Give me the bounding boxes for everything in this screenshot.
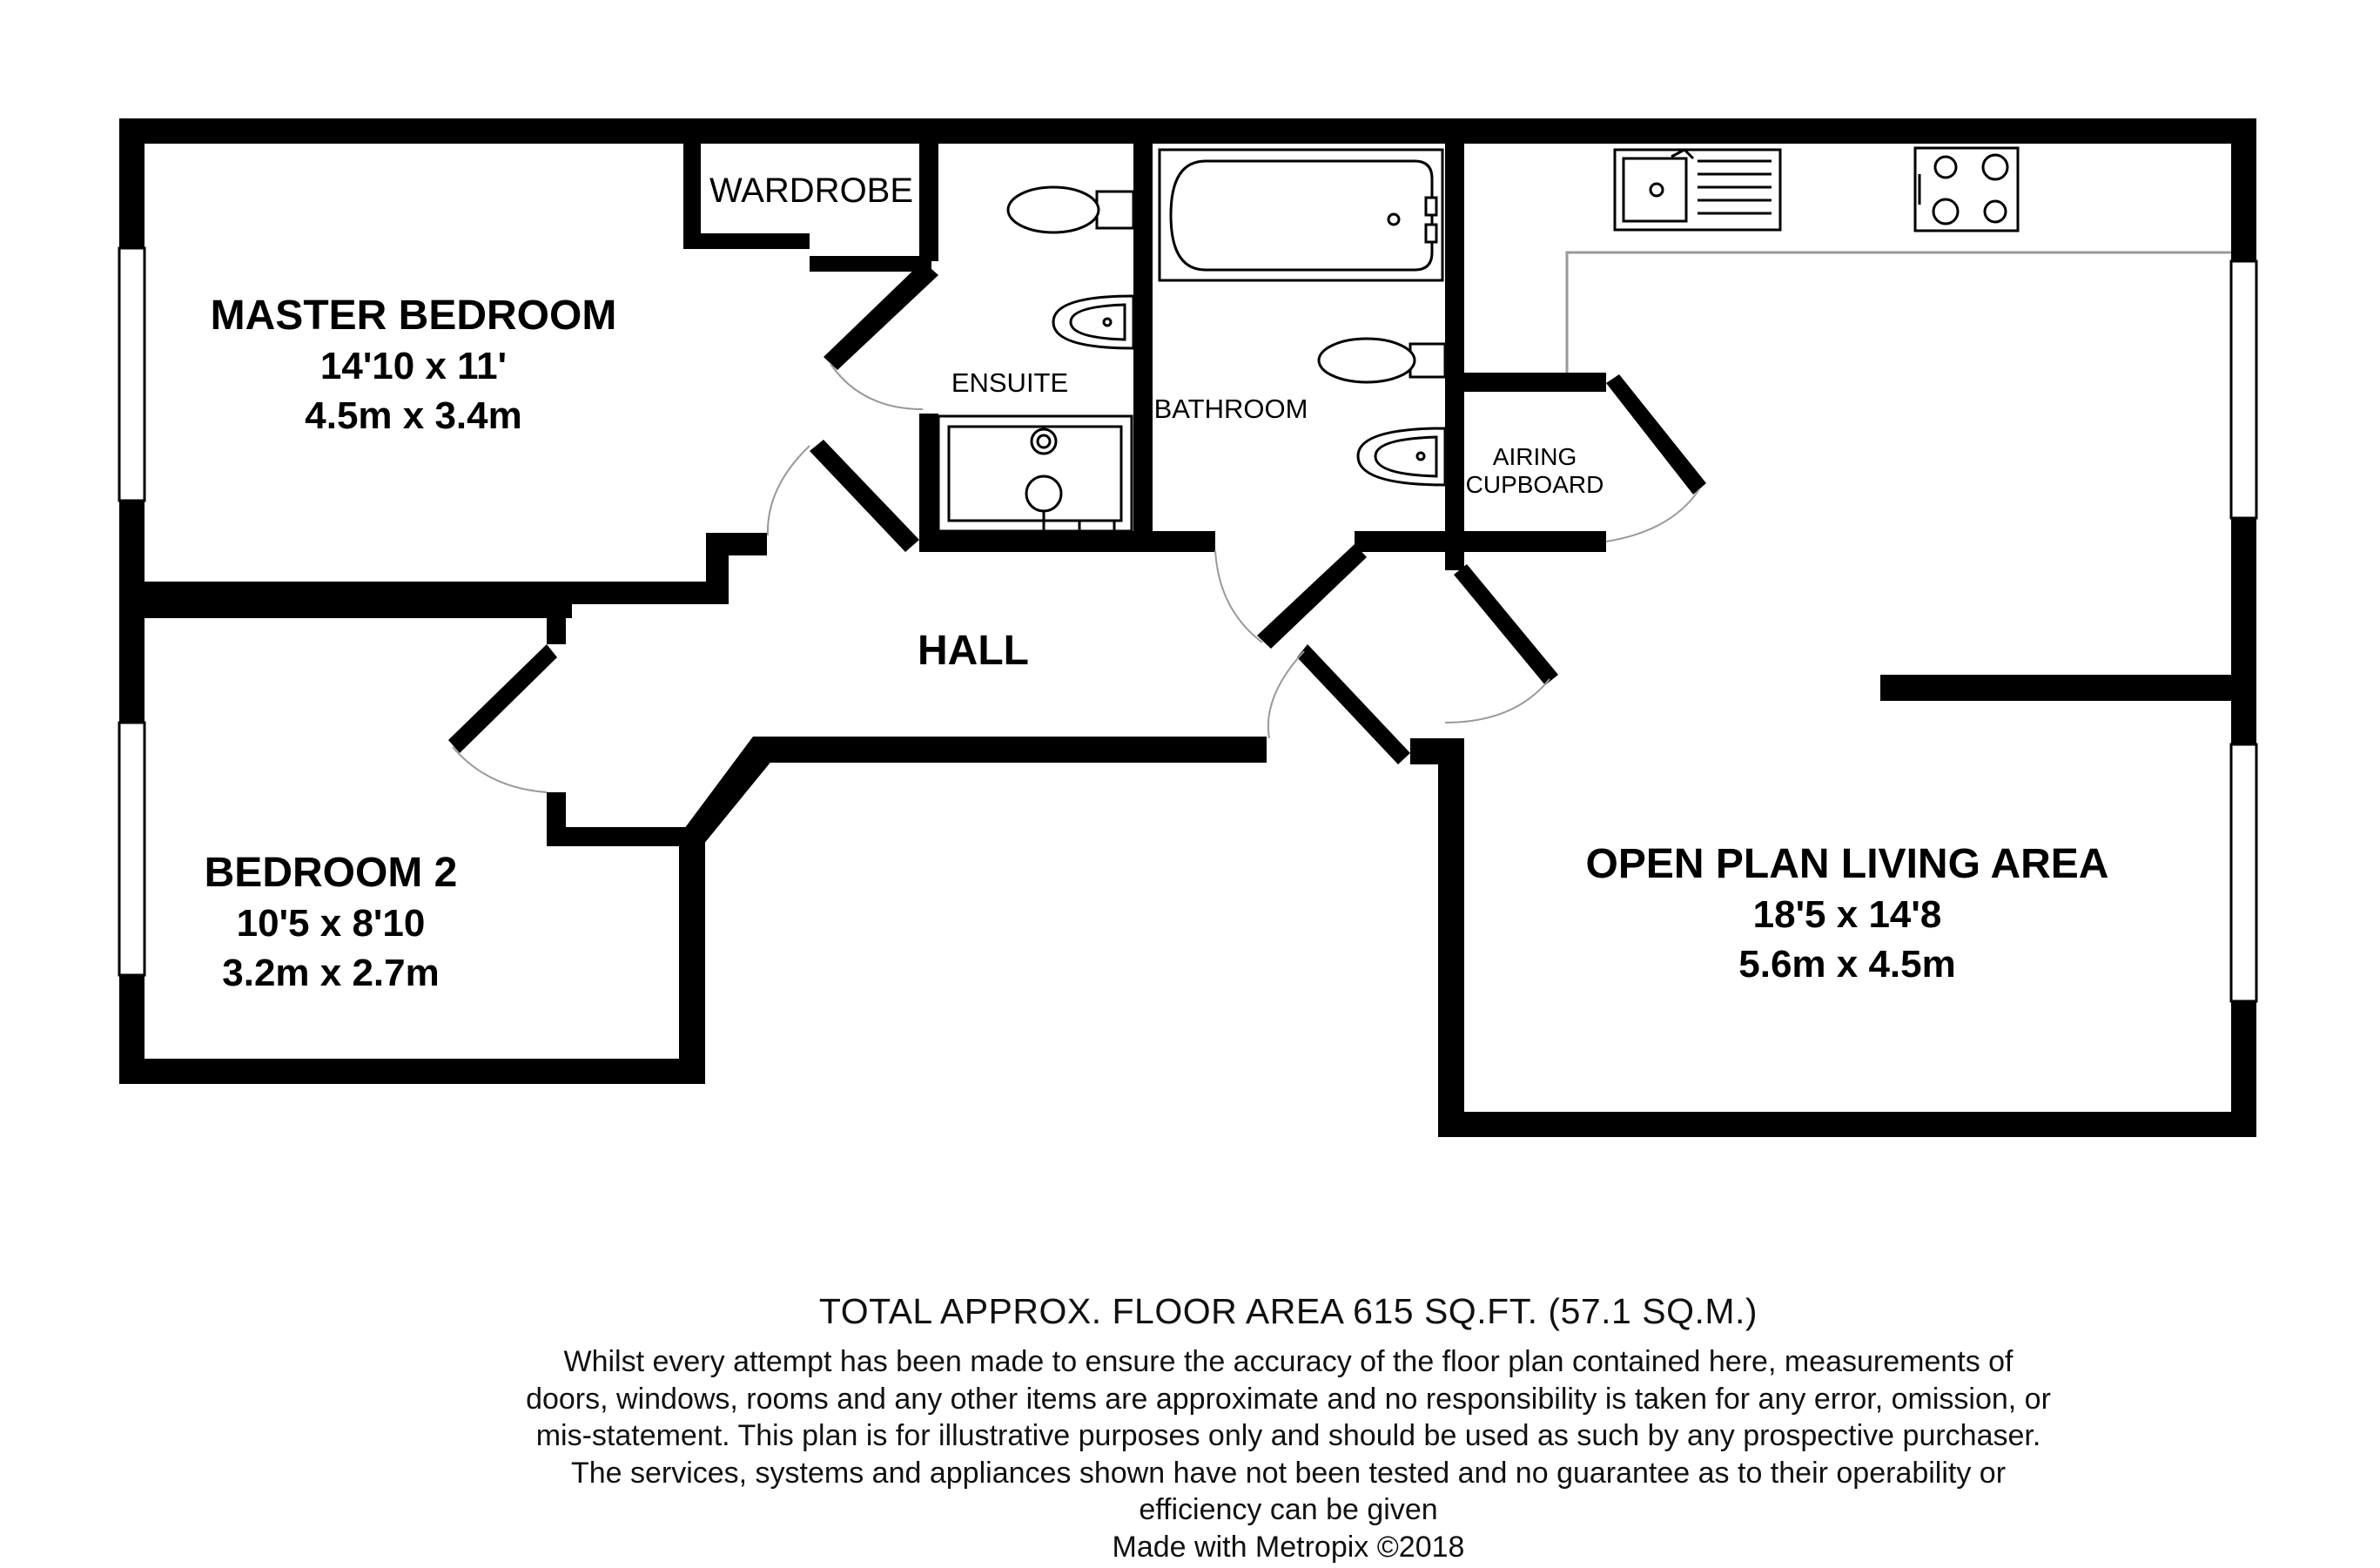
wall-airing-bottom: [1445, 531, 1606, 552]
window-living-right: [2231, 744, 2256, 1001]
window-kitchen-right: [2231, 261, 2256, 518]
door-swing-living-left: [1268, 651, 1304, 738]
credit: Made with Metropix ©2018: [1112, 1531, 1465, 1564]
outer-wall-bottom-right: [1438, 1112, 2256, 1137]
wall-ensuite-left: [919, 144, 938, 261]
total-floor-area: TOTAL APPROX. FLOOR AREA 615 SQ.FT. (57.1 SQ.M.): [818, 1291, 1758, 1331]
door-swing-master: [768, 446, 810, 535]
airing-line2: CUPBOARD: [1465, 471, 1604, 498]
disclaimer: Whilst every attempt has been made to ensure the accuracy of the floor plan contained here, measurements of doors, windows, rooms and any other items are approximate and no responsibility is taken for any error, omission, or mis-statement. This plan is for illustrative purposes only and should be used as such by any prospective purchaser. The services, systems and appliances shown have not been tested and no guarantee as to their operability or efficiency can be given: [526, 1345, 2051, 1526]
outer-wall-bottom-left: [119, 1059, 705, 1084]
ensuite-toilet-icon: [1008, 187, 1133, 232]
wall-living-partition: [1880, 675, 2255, 701]
wall-bedroom2-top-post: [547, 599, 566, 644]
wall-living-left-stub: [1410, 738, 1454, 764]
door-panel-bathroom: [1257, 544, 1367, 649]
window-bedroom2-left: [119, 723, 145, 975]
wall-airing-top: [1445, 373, 1606, 392]
door-swing-bedroom2: [453, 747, 547, 792]
ensuite-name: ENSUITE: [951, 367, 1069, 398]
bath-icon: [1160, 150, 1442, 280]
hob-icon: [1915, 148, 2018, 231]
door-panel-living-left: [1297, 644, 1410, 764]
living-dim-metric: 5.6m x 4.5m: [1738, 943, 1956, 986]
wall-living-left: [1438, 738, 1464, 1137]
wall-bathroom-right: [1445, 144, 1464, 570]
door-panel-bedroom2: [448, 644, 557, 753]
door-swing-airing: [1606, 489, 1699, 542]
master-bedroom-dim-imperial: 14'10 x 11': [319, 345, 508, 387]
shower-tray-icon: [938, 416, 1132, 531]
living-dim-imperial: 18'5 x 14'8: [1752, 893, 1942, 936]
wall-wardrobe-left: [683, 144, 701, 248]
wall-ensuite-bottom: [919, 531, 1215, 552]
window-master-left: [119, 248, 145, 501]
door-panel-master-ensuite: [810, 440, 919, 552]
airing-line1: AIRING: [1492, 443, 1577, 470]
bedroom2-dim-metric: 3.2m x 2.7m: [222, 952, 440, 994]
door-swing-ensuite: [830, 364, 923, 409]
outer-wall-top: [119, 118, 2256, 144]
door-swing-living-right: [1445, 679, 1550, 723]
wall-wardrobe-bottom-left: [683, 233, 810, 249]
door-panel-airing: [1606, 374, 1706, 495]
hall-name: HALL: [918, 628, 1029, 674]
door-panel-living-right: [1454, 564, 1558, 685]
bathroom-basin-icon: [1358, 428, 1445, 485]
bedroom2-dim-imperial: 10'5 x 8'10: [236, 902, 426, 945]
wall-bedroom2-top: [119, 599, 572, 618]
wall-ensuite-diagonal: [824, 261, 938, 370]
living-name: OPEN PLAN LIVING AREA: [1585, 841, 2109, 887]
bathroom-toilet-icon: [1319, 339, 1445, 382]
wall-hall-bottom: [753, 737, 1267, 763]
master-bedroom-dim-metric: 4.5m x 3.4m: [305, 394, 522, 437]
master-bedroom-name: MASTER BEDROOM: [210, 293, 617, 339]
kitchen-counter: [1567, 252, 2231, 373]
door-swing-bathroom: [1215, 550, 1262, 643]
wardrobe-name: WARDROBE: [709, 172, 914, 210]
bathroom-name: BATHROOM: [1153, 394, 1308, 424]
wall-ensuite-left-lower: [919, 414, 938, 540]
wall-ensuite-bathroom-divider: [1133, 144, 1153, 544]
wall-bedroom2-right: [679, 836, 705, 1084]
wall-wardrobe-bottom-right: [810, 256, 931, 272]
bedroom2-name: BEDROOM 2: [204, 850, 458, 896]
wall-master-bottom-stub: [706, 533, 767, 555]
kitchen-sink-icon: [1615, 150, 1780, 230]
ensuite-basin-icon: [1053, 296, 1133, 348]
wall-hall-diagonal: [679, 737, 773, 845]
wall-bedroom2-door-stub: [547, 827, 705, 846]
